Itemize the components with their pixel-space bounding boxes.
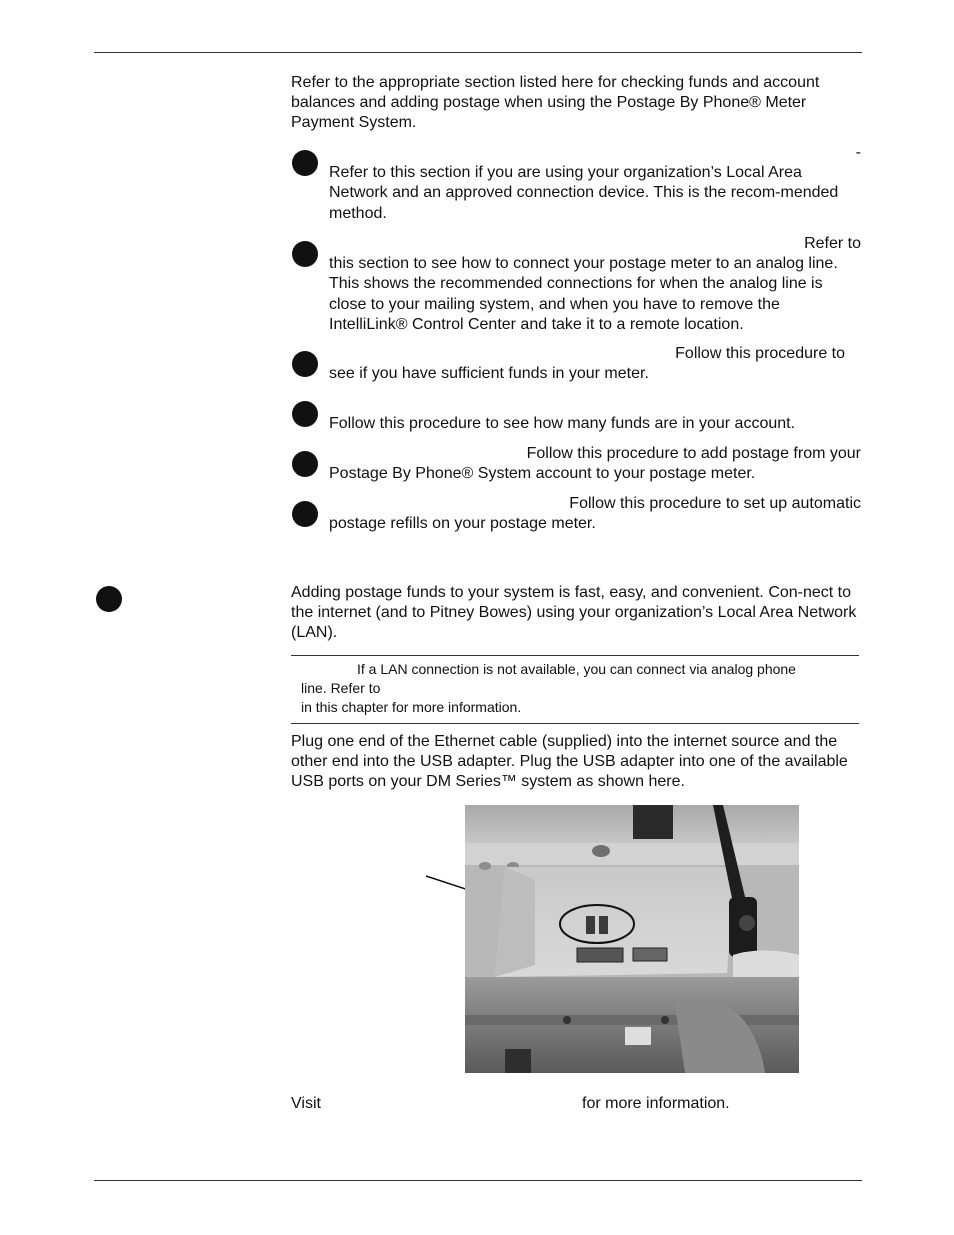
bullet-icon [292,150,318,176]
bullet-icon [292,401,318,427]
list-item: Follow this procedure to see if you have sufficient funds in your meter. [291,344,861,384]
plug-paragraph: Plug one end of the Ethernet cable (supplied) into the internet source and the other end into the USB adapter. Plug the USB adapter into one of the available USB ports on your DM Series™ system as shown here. [291,733,848,791]
visit-text: Visit [291,1095,321,1112]
bullet-icon [292,241,318,267]
list-item: Follow this procedure to add postage from your Postage By Phone® System account to your postage meter. [291,444,861,484]
section-bullet-icon [96,586,122,612]
bullet-icon [292,451,318,477]
visit-text-end: for more information. [582,1095,730,1112]
bullet-icon [292,351,318,377]
list-item: Follow this procedure to set up automatic postage refills on your postage meter. [291,494,861,534]
list-item: Refer to this section to see how to connect your postage meter to an analog line. This shows the recommended connections for when the analog line is close to your mailing system, and when you have to remove the IntelliLink® Control Center and take it to a remote location. [291,234,861,335]
header-rule [94,52,862,53]
usb-ports-illustration [465,805,799,1073]
bullet-icon [292,501,318,527]
lan-paragraph: Adding postage funds to your system is fast, easy, and convenient. Con-nect to the internet (and to Pitney Bowes) using your organization’s Local Area Network (LAN). [291,584,857,642]
list-item: Follow this procedure to see how many funds are in your account. [291,394,861,434]
list-item: - Refer to this section if you are using your organization’s Local Area Network and an approved connection device. This is the recom-mended method. [291,143,861,224]
usb-ports-photo [465,805,799,1073]
footer-rule [94,1180,862,1181]
intro-paragraph: Refer to the appropriate section listed here for checking funds and account balances and adding postage when using the Postage By Phone® Meter Payment System. [291,74,820,132]
note-box: If a LAN connection is not available, you can connect via analog phone line. Refer to in this chapter for more information. [291,655,859,724]
